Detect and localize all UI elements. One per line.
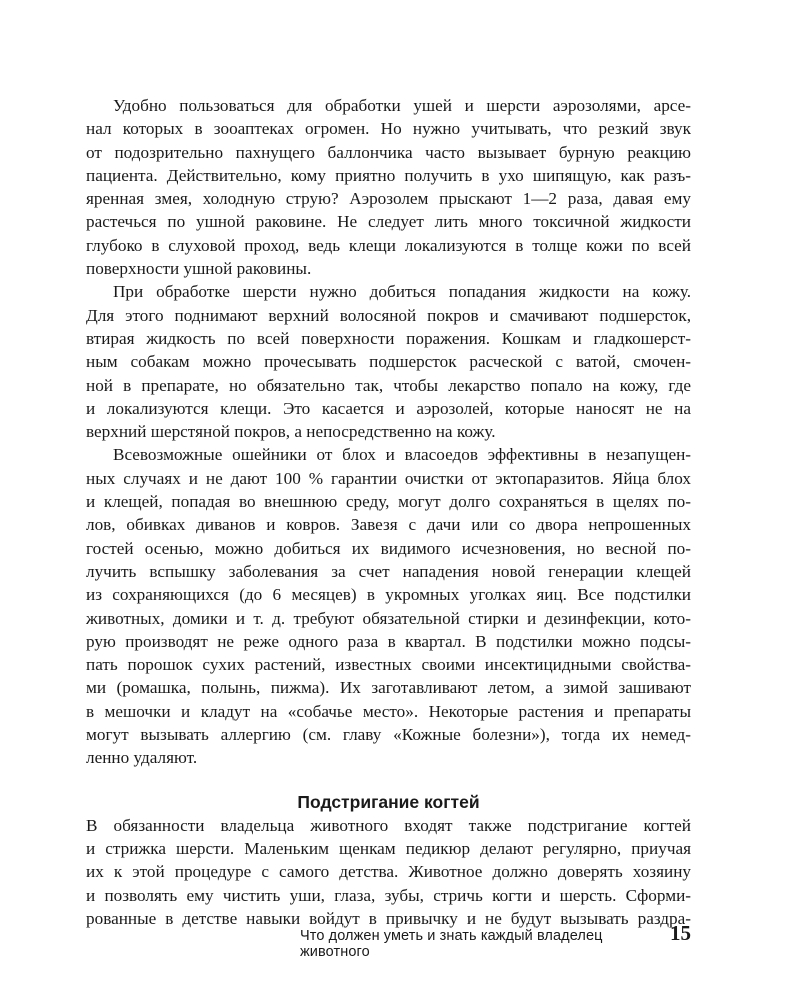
text-line: поверхности ушной раковины. [86,259,312,279]
paragraph-ear-treatment [86,94,691,280]
text-line: ленно удаляют. [86,748,198,768]
text-line: нал которых в зооаптеках огромен. Но нужно учитывать, что резкий звук [86,119,691,139]
text-line: втирая жидкость по всей поверхности поражения. Кошкам и гладкошерст- [86,328,691,348]
section-heading: Подстригание когтей [297,791,480,812]
page-body [86,94,691,930]
paragraph-fur-treatment [86,280,691,443]
text-line: растечься по ушной раковине. Не следует лить много токсичной жидкости [86,212,691,232]
text-line: и позволять ему чистить уши, глаза, зубы, стричь когти и шерсть. Сформи- [86,885,691,905]
text-line: лучить вспышку заболевания за счет нападения новой генерации клещей [86,561,691,581]
text-line: Для этого поднимают верхний волосяной покров и смачивают подшерсток, [86,305,691,325]
text-line: животных, домики и т. д. требуют обязательной стирки и дезинфекции, кото- [86,608,691,628]
text-line: и стрижка шерсти. Маленьким щенкам педикюр делают регулярно, приучая [86,838,691,858]
text-line: рую производят не реже одного раза в квартал. В подстилки можно подсы- [86,631,691,651]
paragraph-collars [86,443,691,769]
text-line: от подозрительно пахнущего баллончика часто вызывает бурную реакцию [86,142,691,162]
text-line: ми (ромашка, полынь, пижма). Их заготавливают летом, а зимой зашивают [86,678,691,698]
running-title: Что должен уметь и знать каждый владелец животного [300,928,603,960]
text-line: из сохраняющихся (до 6 месяцев) в укромных уголках яиц. Все подстилки [86,585,691,605]
text-line: верхний шерстяной покров, а непосредственно на кожу. [86,422,496,442]
page-number: 15 [670,921,691,945]
text-line: В обязанности владельца животного входят также подстригание когтей [86,815,691,835]
text-line: и локализуются клещи. Это касается и аэрозолей, которые наносят не на [86,398,691,418]
page-footer [300,921,691,960]
paragraph-claw-trimming [86,814,691,930]
text-line: рованные в детстве навыки войдут в привычку и не будут вызывать раздра- [86,908,691,928]
text-line: Удобно пользоваться для обработки ушей и шерсти аэрозолями, арсе- [113,96,691,115]
text-line: ной в препарате, но обязательно так, чтобы лекарство попало на кожу, где [86,375,691,395]
text-line: лов, обивках диванов и ковров. Завезя с дачи или со двора непрошенных [86,515,691,535]
text-line: глубоко в слуховой проход, ведь клещи локализуются в толще кожи по всей [86,235,691,255]
text-line: ных случаях и не дают 100 % гарантии очистки от эктопаразитов. Яйца блох [86,468,691,488]
text-line: При обработке шерсти нужно добиться попадания жидкости на кожу. [113,282,691,302]
text-line: могут вызывать аллергию (см. главу «Кожные болезни»), тогда их немед- [86,725,691,745]
text-line: ным собакам можно прочесывать подшерсток расческой с ватой, смочен- [86,352,691,372]
text-line: в мешочки и кладут на «собачье место». Некоторые растения и препараты [86,701,691,721]
text-line: и клещей, попадая во внешнюю среду, могут долго сохраняться в щелях по- [86,492,691,512]
text-line: яренная змея, холодную струю? Аэрозолем прыскают 1—2 раза, давая ему [86,189,691,209]
text-line: Всевозможные ошейники от блох и власоедов эффективны в незапущен- [113,445,691,465]
text-line: гостей осенью, можно добиться их видимого исчезновения, но весной по- [86,538,691,558]
text-line: пациента. Действительно, кому приятно получить в ухо шипящую, как разъ- [86,165,691,185]
text-line: пать порошок сухих растений, известных своими инсектицидными свойства- [86,655,691,675]
text-line: их к этой процедуре с самого детства. Животное должно доверять хозяину [86,862,691,882]
